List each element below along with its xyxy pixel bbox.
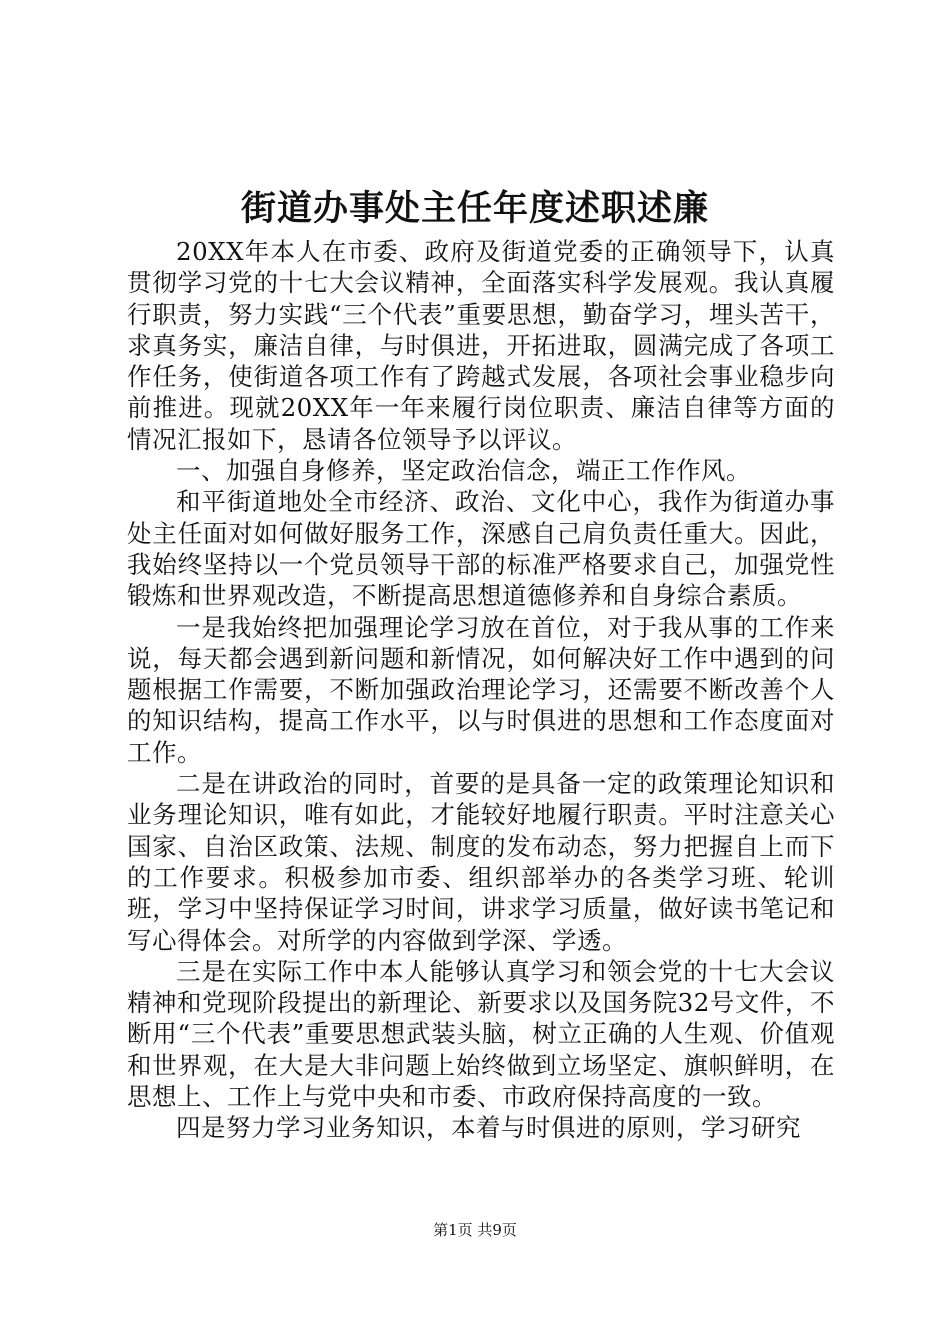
- paragraph: 一是我始终把加强理论学习放在首位，对于我从事的工作来说，每天都会遇到新问题和新情况，如何解决好工作中遇到的问题根据工作需要，不断加强政治理论学习，还需要不断改善个人的知识结构，提高工作水平，以与时俱进的思想和工作态度面对工作。: [127, 612, 835, 767]
- paragraph: 四是努力学习业务知识，本着与时俱进的原则，学习研究: [176, 1113, 801, 1143]
- document-title: 街道办事处主任年度述职述廉: [240, 188, 709, 229]
- paragraph: 和平街道地处全市经济、政治、文化中心，我作为街道办事处主任面对如何做好服务工作，深感自己肩负责任重大。因此，我始终坚持以一个党员领导干部的标准严格要求自己，加强党性锻炼和世界观改造，不断提高思想道德修养和自身综合素质。: [127, 487, 835, 611]
- paragraph: 二是在讲政治的同时，首要的是具备一定的政策理论知识和业务理论知识，唯有如此，才能较好地履行职责。平时注意关心国家、自治区政策、法规、制度的发布动态，努力把握自上而下的工作要求。积极参加市委、组织部举办的各类学习班、轮训班，学习中坚持保证学习时间，讲求学习质量，做好读书笔记和写心得体会。对所学的内容做到学深、学透。: [127, 769, 835, 955]
- document-body: [127, 236, 835, 1144]
- section-heading: 一、加强自身修养，坚定政治信念，端正工作作风。: [176, 456, 751, 486]
- page-number-footer: 第1页 共9页: [433, 1221, 517, 1239]
- paragraph: 三是在实际工作中本人能够认真学习和领会党的十七大会议精神和党现阶段提出的新理论、新要求以及国务院32号文件，不断用“三个代表”重要思想武装头脑，树立正确的人生观、价值观和世界观，在大是大非问题上始终做到立场坚定、旗帜鲜明，在思想上、工作上与党中央和市委、市政府保持高度的一致。: [127, 956, 835, 1112]
- paragraph: 20XX年本人在市委、政府及街道党委的正确领导下，认真贯彻学习党的十七大会议精神，全面落实科学发展观。我认真履行职责，努力实践“三个代表”重要思想，勤奋学习，埋头苦干，求真务实，廉洁自律，与时俱进，开拓进取，圆满完成了各项工作任务，使街道各项工作有了跨越式发展，各项社会事业稳步向前推进。现就20XX年一年来履行岗位职责、廉洁自律等方面的情况汇报如下，恳请各位领导予以评议。: [127, 237, 835, 454]
